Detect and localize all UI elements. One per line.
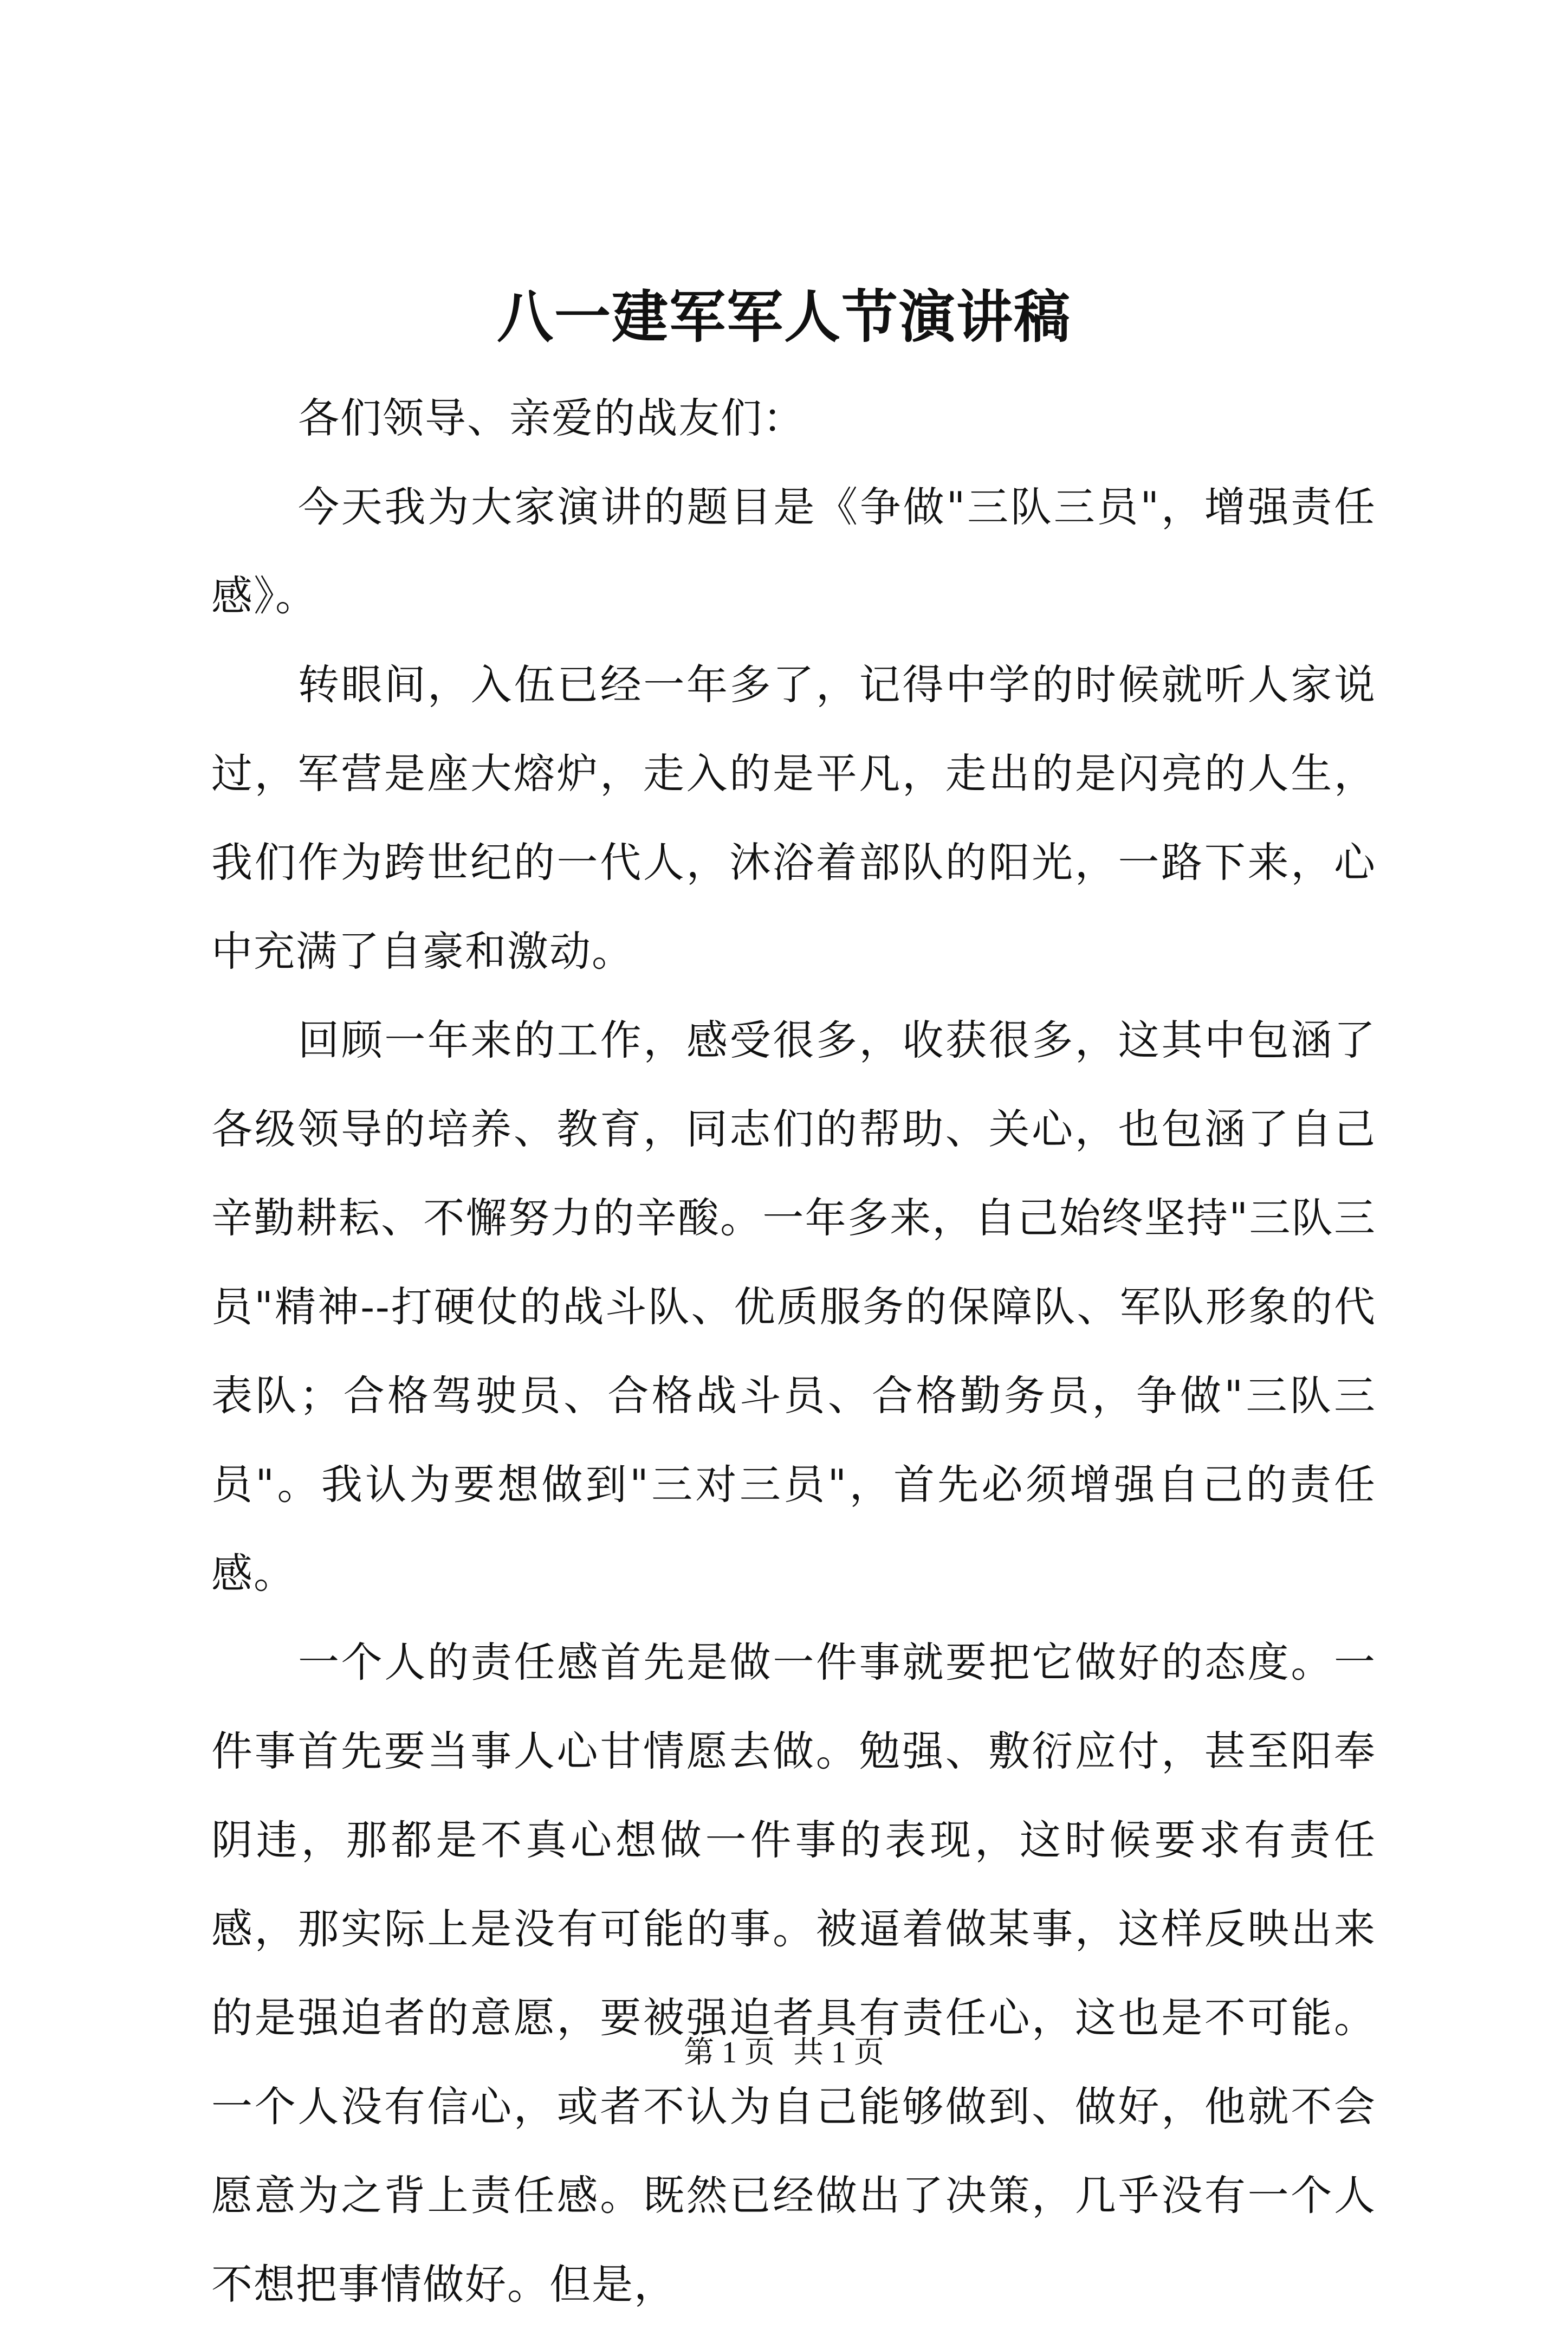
paragraph-enlistment: 转眼间，入伍已经一年多了，记得中学的时候就听人家说过，军营是座大熔炉，走入的是平凡，走出的是闪亮的人生，我们作为跨世纪的一代人，沐浴着部队的阳光，一路下来，心中充满了自豪和激动。 xyxy=(211,661,1376,975)
document-title: 八一建军军人节演讲稿 xyxy=(496,283,1071,350)
page-number: 第 1 页 xyxy=(684,2036,775,2069)
page-footer xyxy=(0,2031,1568,2074)
paragraph-responsibility: 一个人的责任感首先是做一件事就要把它做好的态度。一件事首先要当事人心甘情愿去做。勉强、敷衍应付，甚至阳奉阴违，那都是不真心想做一件事的表现，这时候要求有责任感，那实际上是没有可能的事。被逼着做某事，这样反映出来的是强迫者的意愿，要被强迫者具有责任心，这也是不可能。一个人没有信心，或者不认为自己能够做到、做好，他就不会愿意为之背上责任感。既然已经做出了决策，几乎没有一个人不想把事情做好。但是， xyxy=(211,1638,1376,2308)
paragraph-salutation: 各们领导、亲爱的战友们： xyxy=(298,394,805,442)
paragraph-review: 回顾一年来的工作，感受很多，收获很多，这其中包涵了各级领导的培养、教育，同志们的帮助、关心，也包涵了自己辛勤耕耘、不懈努力的辛酸。一年多来，自己始终坚持"三队三员"精神--打硬仗的战斗队、优质服务的保障队、军队形象的代表队；合格驾驶员、合格战斗员、合格勤务员，争做"三队三员"。我认为要想做到"三对三员"，首先必须增强自己的责任感。 xyxy=(211,1016,1376,1597)
paragraph-topic: 今天我为大家演讲的题目是《争做"三队三员"，增强责任感》。 xyxy=(211,483,1376,620)
page-total: 共 1 页 xyxy=(793,2036,884,2069)
